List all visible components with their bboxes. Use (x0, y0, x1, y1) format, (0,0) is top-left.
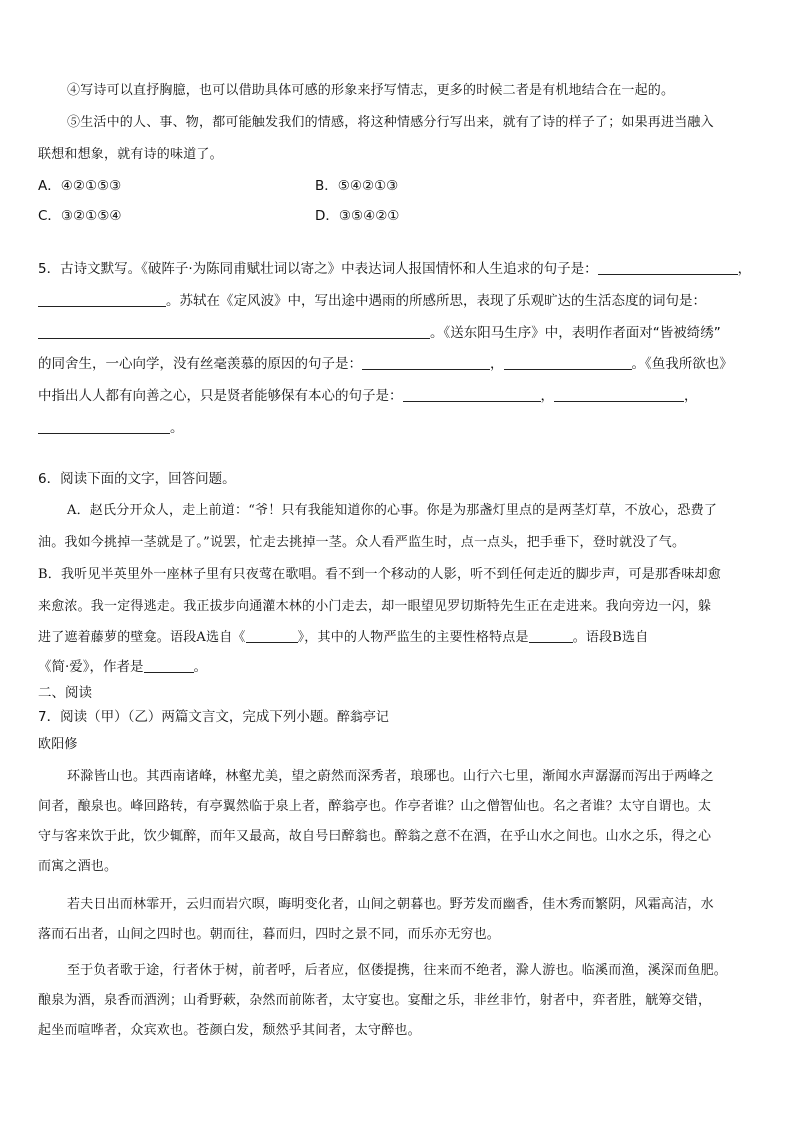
answer-blank[interactable] (362, 355, 490, 370)
answer-blank[interactable] (38, 324, 430, 339)
q5-prompt-6: 中指出人人都有向善之心，只是贤者能够保有本心的句子是： (38, 388, 403, 404)
q6-passage-b-line2: 来愈浓。我一定得逃走。我正拔步向通灌木林的小门走去，却一眼望见罗切斯特先生正在走进来。我向旁边一闪，躲 (38, 599, 712, 614)
q5-prompt-5: 。《鱼我所欲也》 (631, 356, 733, 372)
q5-prompt-1: 5．古诗文默写。《破阵子·为陈同甫赋壮词以寄之》中表达词人报国情怀和人生追求的句子是： (38, 261, 598, 277)
q6-passage-a-line1: A．赵氏分开众人，走上前道：“爷！只有我能知道你的心事。你是为那盏灯里点的是两茎灯草，不放心，恐费了 (67, 503, 718, 518)
answer-blank[interactable] (598, 260, 738, 275)
q6-text: 《简·爱》，作者是 (38, 659, 144, 675)
q7-prompt: 7．阅读（甲）（乙）两篇文言文，完成下列小题。 (38, 709, 337, 725)
answer-blank[interactable] (246, 628, 298, 643)
q5-punct: 。 (170, 420, 184, 436)
answer-blank[interactable] (504, 355, 632, 370)
q7-para3-line3: 起坐而喧哗者，众宾欢也。苍颜白发，颓然乎其间者，太守醉也。 (38, 1023, 421, 1038)
q6-title: 6．阅读下面的文字，回答问题。 (38, 471, 236, 487)
q6-text: 。 (193, 659, 208, 675)
answer-blank[interactable] (403, 387, 541, 402)
q5-line6 (38, 419, 184, 437)
q5-line3 (38, 324, 721, 342)
q5-punct: ， (737, 261, 752, 277)
q7-essay-title: 醉翁亭记 (336, 710, 389, 725)
q6-text: 。语段B选自 (572, 630, 649, 645)
q5-line4 (38, 355, 733, 373)
answer-blank[interactable] (38, 292, 166, 307)
q7-para3-line2: 酿泉为酒，泉香而酒洌；山肴野蔌，杂然而前陈者，太守宴也。宴酣之乐，非丝非竹，射者中，弈者胜，觥筹交错， (38, 993, 712, 1008)
q7-title (38, 708, 389, 727)
q4-statement-4: ④写诗可以直抒胸臆，也可以借助具体可感的形象来抒写情志，更多的时候二者是有机地结合在一起的。 (67, 83, 675, 98)
q4-option-d[interactable]: D．③⑤④②① (315, 208, 400, 224)
q5-line5 (38, 387, 698, 405)
q6-passage-b-line1: B．我听见半英里外一座林子里有只夜莺在歌唱。看不到一个移动的人影，听不到任何走近的脚步声，可是那香味却愈 (38, 567, 721, 582)
q6-text: 》，其中的人物严监生的主要性格特点是 (297, 630, 529, 645)
q5-punct: ， (490, 356, 504, 372)
q5-line2 (38, 292, 706, 310)
q7-author: 欧阳修 (38, 737, 78, 752)
q4-option-a[interactable]: A．④②①⑤③ (38, 178, 122, 194)
answer-blank[interactable] (554, 387, 684, 402)
q6-passage-a-line2: 油。我如今挑掉一茎就是了。”说罢，忙走去挑掉一茎。众人看严监生时，点一点头，把手垂下，登时就没了气。 (38, 535, 686, 550)
q5-line1 (38, 260, 751, 278)
q7-para2-line1: 若夫日出而林霏开，云归而岩穴暝，晦明变化者，山间之朝暮也。野芳发而幽香，佳木秀而繁阴，风霜高洁，水 (67, 897, 714, 912)
q4-statement-5-line2: 联想和想象，就有诗的味道了。 (38, 147, 223, 162)
q5-prompt-2: 。苏轼在《定风波》中，写出途中遇雨的所感所思，表现了乐观旷达的生活态度的词句是： (166, 293, 706, 309)
answer-blank[interactable] (144, 658, 194, 673)
section-heading: 二、阅读 (38, 685, 92, 701)
q7-para2-line2: 落而石出者，山间之四时也。朝而往，暮而归，四时之景不同，而乐亦无穷也。 (38, 927, 501, 942)
q4-statement-5-line1: ⑤生活中的人、事、物，都可能触发我们的情感，将这种情感分行写出来，就有了诗的样子了；如果再进当融入 (67, 115, 714, 130)
q5-punct: ， (684, 388, 698, 404)
q6-passage-b-line3 (38, 628, 648, 647)
q4-option-c[interactable]: C．③②①⑤④ (38, 208, 122, 224)
q5-prompt-4: 的同舍生，一心向学，没有丝毫羡慕的原因的句子是： (38, 356, 362, 372)
q6-passage-b-line4 (38, 658, 207, 676)
q5-punct: ， (540, 388, 554, 404)
q4-option-b[interactable]: B．⑤④②①③ (315, 178, 399, 194)
q7-para1-line2: 间者，酿泉也。峰回路转，有亭翼然临于泉上者，醉翁亭也。作亭者谁？山之僧智仙也。名之者谁？太守自谓也。太 (38, 799, 712, 814)
q5-prompt-3: 。《送东阳马生序》中，表明作者面对“皆被绮绣” (430, 325, 721, 341)
q7-para1-line4: 而寓之酒也。 (38, 859, 118, 874)
q7-para3-line1: 至于负者歌于途，行者休于树，前者呼，后者应，伛偻提携，往来而不绝者，滁人游也。临溪而渔，溪深而鱼肥。 (67, 963, 728, 978)
q7-para1-line1: 环滁皆山也。其西南诸峰，林壑尤美，望之蔚然而深秀者，琅琊也。山行六七里，渐闻水声潺潺而泻出于两峰之 (67, 769, 714, 784)
q6-text: 进了遮着藤萝的壁龛。语段A选自《 (38, 630, 246, 645)
answer-blank[interactable] (529, 628, 573, 643)
answer-blank[interactable] (38, 419, 170, 434)
q7-para1-line3: 守与客来饮于此，饮少辄醉，而年又最高，故自号曰醉翁也。醉翁之意不在酒，在乎山水之间也。山水之乐，得之心 (38, 829, 712, 844)
